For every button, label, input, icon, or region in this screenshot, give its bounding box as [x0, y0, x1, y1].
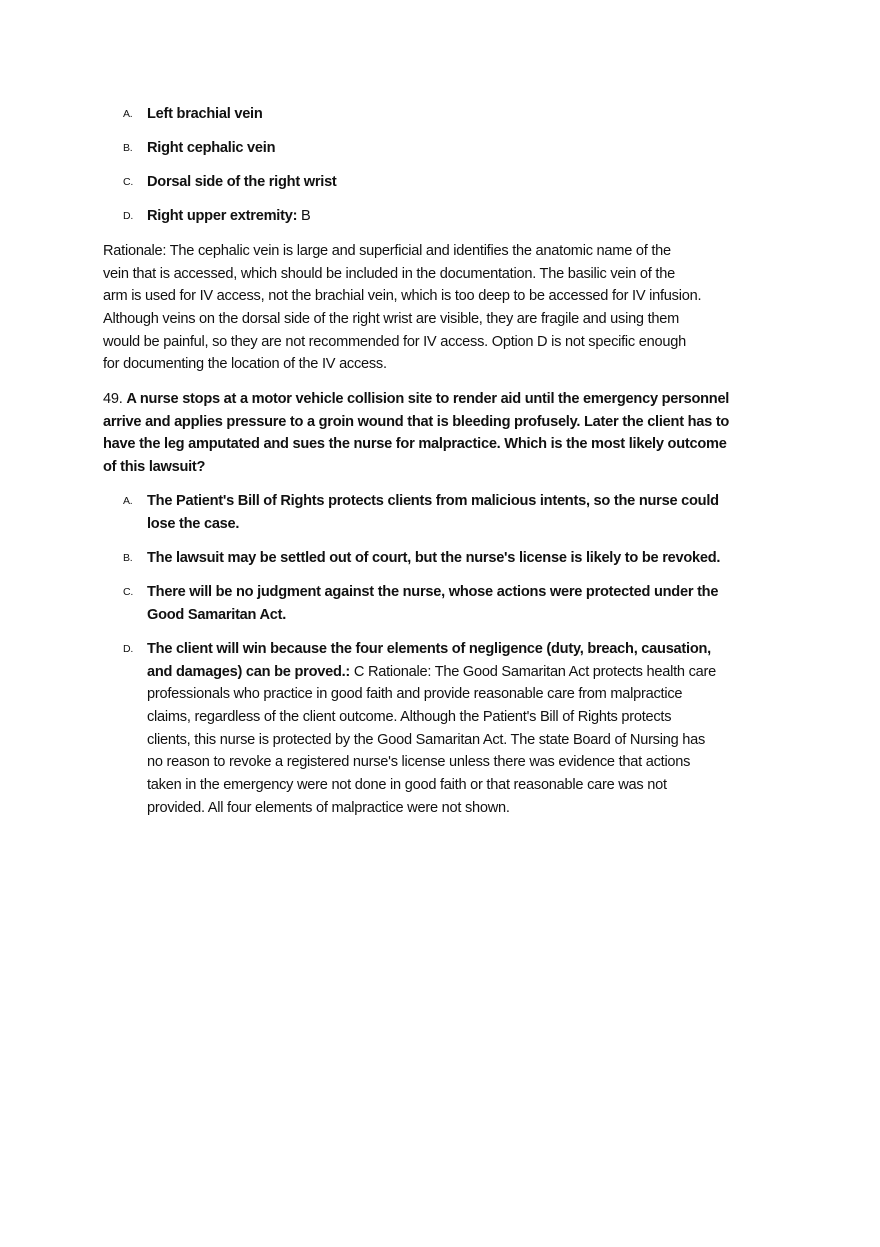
option-letter: C.: [123, 176, 133, 188]
stem-line: of this lawsuit?: [103, 459, 206, 476]
option-letter: A.: [123, 495, 133, 507]
q48-option-d: [123, 205, 783, 228]
rationale-line: clients, this nurse is protected by the Good Samaritan Act. The state Board of Nursing has: [147, 731, 706, 748]
stem-line: arrive and applies pressure to a groin wound that is bleeding profusely. Later the client has to: [103, 413, 730, 430]
q49-option-b: [123, 547, 783, 570]
option-text: Right upper extremity:: [147, 208, 298, 224]
rationale-line: claims, regardless of the client outcome. Although the Patient's Bill of Rights protects: [147, 709, 672, 726]
option-letter: D.: [123, 210, 133, 222]
answer: B: [297, 208, 311, 224]
option-text: Right cephalic vein: [147, 140, 276, 156]
rationale-line: for documenting the location of the IV access.: [103, 356, 387, 373]
option-line: The lawsuit may be settled out of court, but the nurse's license is likely to be revoked.: [147, 550, 721, 566]
q48-rationale: [103, 240, 783, 376]
q49-stem: [103, 388, 783, 479]
q49-option-d: [123, 638, 783, 820]
question-number: 49.: [103, 391, 127, 407]
option-line: Good Samaritan Act.: [147, 606, 287, 623]
rationale-line: professionals who practice in good faith and provide reasonable care from malpractice: [147, 686, 683, 703]
rationale-line: no reason to revoke a registered nurse's license unless there was evidence that actions: [147, 754, 691, 771]
option-line: The Patient's Bill of Rights protects clients from malicious intents, so the nurse could: [147, 493, 719, 509]
rationale-line: provided. All four elements of malpractice were not shown.: [147, 799, 510, 816]
rationale-line: would be painful, so they are not recommended for IV access. Option D is not specific enough: [103, 333, 686, 350]
option-line: The client will win because the four elements of negligence (duty, breach, causation,: [147, 641, 711, 657]
option-line: lose the case.: [147, 515, 240, 532]
option-line: and damages) can be proved.:: [147, 663, 351, 680]
option-letter: A.: [123, 108, 133, 120]
q49-option-c: [123, 581, 783, 626]
q48-option-c: [123, 171, 783, 194]
rationale-line: Although veins on the dorsal side of the right wrist are visible, they are fragile and using them: [103, 311, 680, 328]
option-letter: B.: [123, 552, 133, 564]
option-line: There will be no judgment against the nurse, whose actions were protected under the: [147, 584, 719, 600]
stem-line: A nurse stops at a motor vehicle collision site to render aid until the emergency personnel: [126, 391, 730, 407]
q48-option-a: [123, 103, 783, 126]
stem-line: have the leg amputated and sues the nurse for malpractice. Which is the most likely outcome: [103, 436, 727, 453]
rationale-line: taken in the emergency were not done in good faith or that reasonable care was not: [147, 777, 667, 794]
option-letter: B.: [123, 142, 133, 154]
option-letter: D.: [123, 643, 133, 655]
rationale-line: Rationale: The cephalic vein is large and superficial and identifies the anatomic name of the: [103, 243, 671, 259]
answer-rationale: C Rationale: The Good Samaritan Act protects health care: [350, 663, 716, 680]
q49-option-a: [123, 490, 783, 535]
option-letter: C.: [123, 586, 133, 598]
rationale-line: vein that is accessed, which should be included in the documentation. The basilic vein of the: [103, 265, 675, 282]
rationale-line: arm is used for IV access, not the brachial vein, which is too deep to be accessed for IV infusion.: [103, 288, 702, 305]
option-text: Dorsal side of the right wrist: [147, 174, 337, 190]
option-text: Left brachial vein: [147, 106, 263, 122]
q48-option-b: [123, 137, 783, 160]
